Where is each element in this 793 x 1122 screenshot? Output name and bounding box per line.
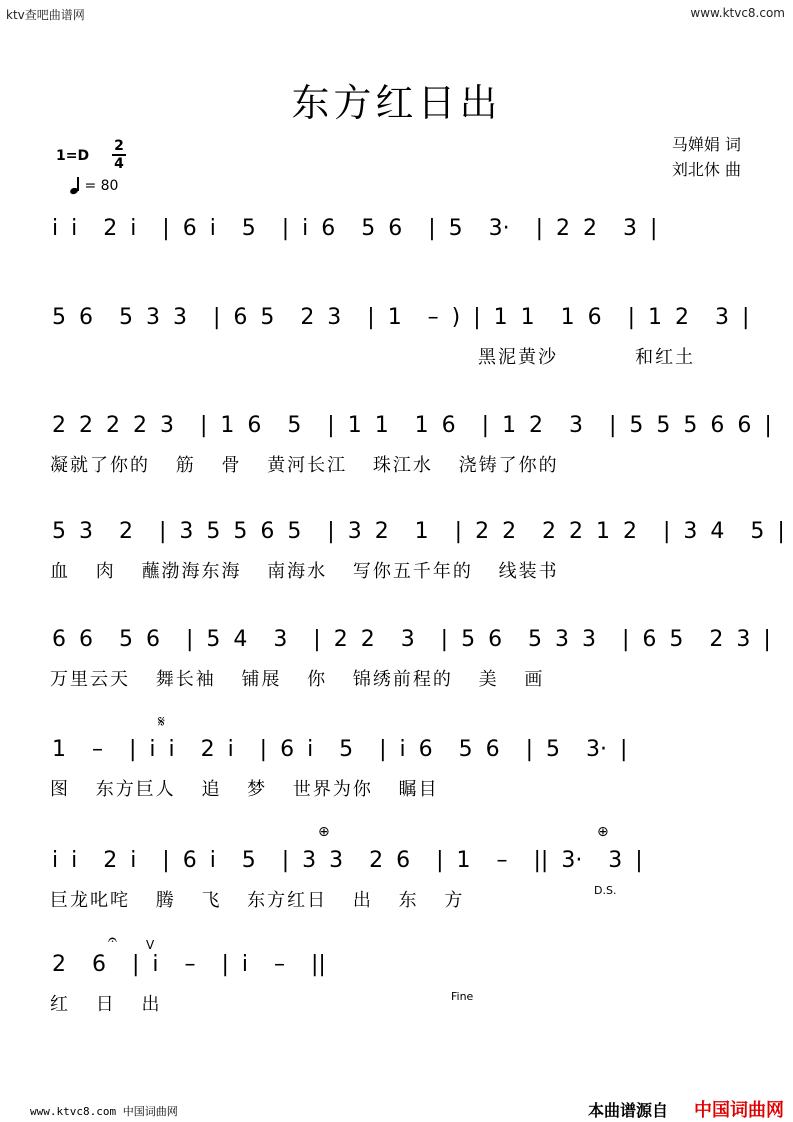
tempo-marking [70, 178, 118, 194]
system-6 [0, 735, 793, 825]
lyrics-line: 巨龙叱咤 腾 飞 东方红日 出 东 方 [50, 890, 465, 911]
notation-line: 1 – | i i 2 i | 6 i 5 | i 6 5 6 | 5 3· | [52, 737, 628, 762]
segno-mark: 𝄋 [158, 712, 165, 731]
lyrics-line: 凝就了你的 筋 骨 黄河长江 珠江水 浇铸了你的 [50, 455, 559, 476]
lyrics-line: 血 肉 蘸渤海东海 南海水 写你五千年的 线装书 [50, 561, 559, 582]
footer-source-label: 本曲谱源自 [588, 1101, 669, 1120]
system-7 [0, 846, 793, 936]
notation-line: 2 2 2 2 3 | 1 6 5 | 1 1 1 6 | 1 2 3 | 5 5 5 6 6 | [52, 413, 772, 438]
system-5 [0, 625, 793, 715]
notation-line: 5 6 5 3 3 | 6 5 2 3 | 1 – ) | 1 1 1 6 | 1 2 3 | [52, 305, 750, 330]
fine-mark: Fine [451, 990, 474, 1003]
quarter-note-icon [70, 180, 80, 194]
system-4 [0, 517, 793, 607]
key-signature: 1=D [56, 148, 90, 164]
notation-line: 5 3 2 | 3 5 5 6 5 | 3 2 1 | 2 2 2 2 1 2 | 3 4 5 | [52, 519, 785, 544]
site-url-right: www.ktvc8.com [690, 6, 785, 20]
notation-line: 2 6 | i – | i – || [52, 952, 326, 977]
breath-mark: V [146, 938, 155, 952]
system-2 [0, 303, 793, 393]
coda-mark-2: ⊕ [597, 824, 609, 840]
system-1 [0, 214, 793, 304]
site-name-left: ktv查吧曲谱网 [6, 8, 85, 22]
footer-brand-link[interactable]: 中国词曲网 [694, 1100, 784, 1121]
ds-mark: D.S. [594, 884, 617, 897]
lyrics-line: 图 东方巨人 追 梦 世界为你 瞩目 [50, 779, 439, 800]
time-top: 2 [114, 138, 124, 154]
tempo-value: = 80 [84, 178, 119, 194]
lyrics-line: 万里云天 舞长袖 铺展 你 锦绣前程的 美 画 [50, 669, 545, 690]
system-3 [0, 411, 793, 501]
system-8 [0, 950, 793, 1040]
notation-line: i i 2 i | 6 i 5 | i 6 5 6 | 5 3· | 2 2 3 | [52, 216, 658, 241]
time-signature [112, 139, 126, 171]
lyrics-line: 黑泥黄沙 和红土 [478, 347, 696, 368]
lyricist-credit: 马婵娟 词 [671, 135, 741, 154]
fermata-mark: 𝄐 [108, 930, 117, 949]
notation-line: i i 2 i | 6 i 5 | 3 3 2 6 | 1 – || 3· 3 | [52, 848, 643, 873]
notation-line: 6 6 5 6 | 5 4 3 | 2 2 3 | 5 6 5 3 3 | 6 5 2 3 | [52, 627, 771, 652]
lyrics-line: 红 日 出 [50, 994, 162, 1015]
coda-mark-1: ⊕ [318, 824, 330, 840]
footer-site: www.ktvc8.com 中国词曲网 [30, 1105, 178, 1118]
song-title: 东方红日出 [291, 81, 502, 125]
time-bottom: 4 [114, 156, 124, 172]
composer-credit: 刘北休 曲 [671, 160, 741, 179]
